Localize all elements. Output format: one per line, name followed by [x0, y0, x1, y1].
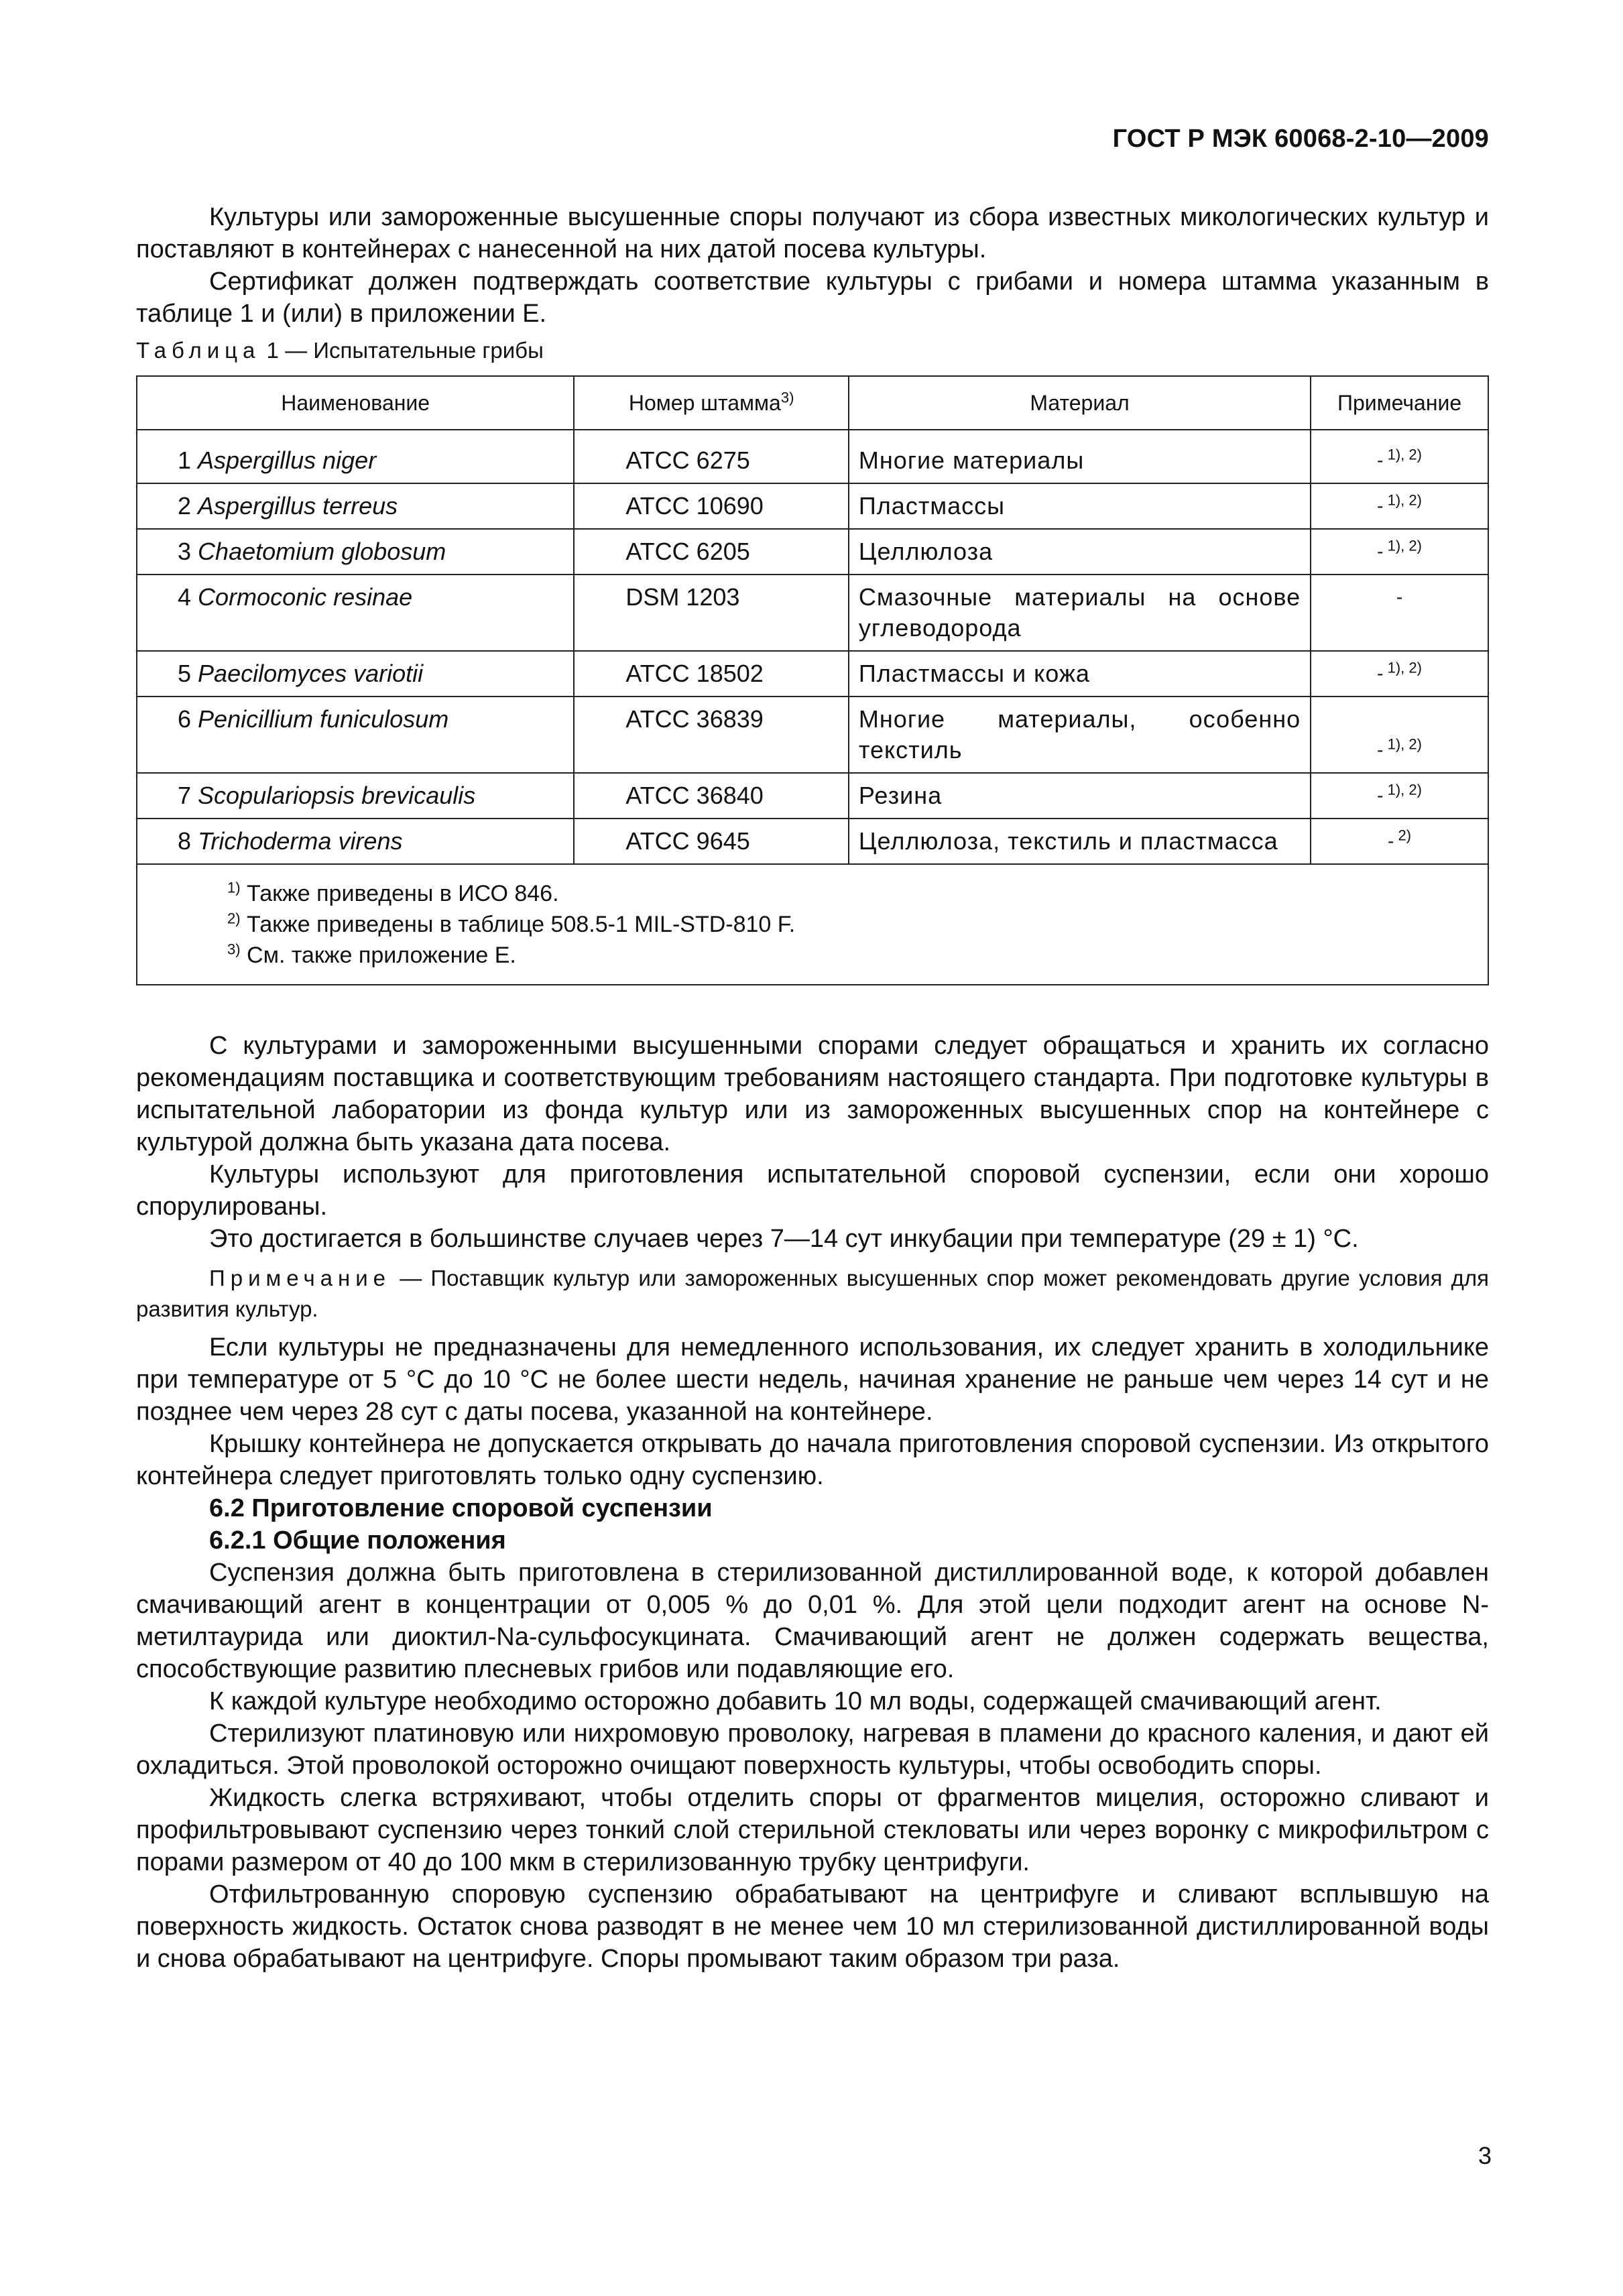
paragraph: С культурами и замороженными высушенными спорами следует обращаться и хранить их согласно рекомендациям поставщика и соответствующим требованиям настоящего стандарта. При подготовке культуры в испытательной лаборатории из фонда культур или из замороженных высушенных спор на контейнере с культурой должна быть указана дата посева.	[136, 1032, 1489, 1156]
fungus-name: 8 Trichoderma virens	[137, 819, 574, 864]
paragraph: Крышку контейнера не допускается открывать до начала приготовления споровой суспензии. Из открытого контейнера следует приготовлять только одну суспензию.	[136, 1430, 1489, 1490]
material: Пластмассы и кожа	[849, 651, 1311, 697]
row-note: - $^{1), 2)}$	[1311, 697, 1488, 773]
table-row	[137, 773, 1488, 819]
material: Смазочные материалы на основе углеводорода	[849, 575, 1311, 651]
fungus-name: 4 Cormoconic resinae	[137, 575, 574, 651]
strain-number: ATCC 18502	[574, 651, 849, 697]
strain-number: ATCC 6205	[574, 529, 849, 575]
strain-number: ATCC 6275	[574, 430, 849, 483]
material: Целлюлоза	[849, 529, 1311, 575]
page-number: 3	[1478, 2142, 1492, 2169]
table-row	[137, 529, 1488, 575]
footnote: $^{1)}$ Также приведены в ИСО 846.	[227, 879, 559, 906]
header-note: Примечание	[1311, 376, 1488, 430]
fungus-name: 5 Paecilomyces variotii	[137, 651, 574, 697]
strain-number: DSM 1203	[574, 575, 849, 651]
paragraph: Сертификат должен подтверждать соответствие культуры с грибами и номера штамма указанным в таблице 1 и (или) в приложении Е.	[136, 267, 1489, 328]
strain-number: ATCC 9645	[574, 819, 849, 864]
paragraph: К каждой культуре необходимо осторожно добавить 10 мл воды, содержащей смачивающий агент.	[209, 1687, 1382, 1715]
footnote: $^{3)}$ См. также приложение Е.	[227, 941, 516, 968]
header-strain: Номер штамма$^{3)}$	[574, 376, 849, 430]
paragraph: Суспензия должна быть приготовлена в стерилизованной дистиллированной воде, к которой добавлен смачивающий агент в концентрации от 0,005 % до 0,01 %. Для этой цели подходит агент на основе N-метилтаурида или диоктил-Na-сульфосукцината. Смачивающий агент не должен содержать вещества, способствующие развитию плесневых грибов или подавляющие его.	[136, 1559, 1489, 1683]
strain-number: ATCC 36840	[574, 773, 849, 819]
table-row	[137, 483, 1488, 529]
paragraph: Если культуры не предназначены для немедленного использования, их следует хранить в холодильнике при температуре от 5 °С до 10 °С не более шести недель, начиная хранение не раньше чем через 14 сут и не позднее чем через 28 сут с даты посева, указанной на контейнере.	[136, 1333, 1489, 1426]
table-row	[137, 430, 1488, 483]
row-note: -	[1311, 575, 1488, 651]
strain-number: ATCC 10690	[574, 483, 849, 529]
table-footnotes	[137, 864, 1488, 985]
paragraph: Жидкость слегка встряхивают, чтобы отделить споры от фрагментов мицелия, осторожно сливают и профильтровывают суспензию через тонкий слой стерильной стекловаты или через воронку с микрофильтром с порами размером от 40 до 100 мкм в стерилизованную трубку центрифуги.	[136, 1784, 1489, 1876]
material: Многие материалы	[849, 430, 1311, 483]
fungi-table	[136, 375, 1489, 985]
section-heading: 6.2 Приготовление споровой суспензии	[209, 1494, 713, 1522]
paragraph: Культуры используют для приготовления испытательной споровой суспензии, если они хорошо спорулированы.	[136, 1160, 1489, 1221]
row-note: - $^{2)}$	[1311, 819, 1488, 864]
table-row	[137, 575, 1488, 651]
paragraph: Это достигается в большинстве случаев через 7—14 сут инкубации при температуре (29 ± 1) °С.	[209, 1225, 1359, 1253]
material: Многие материалы, особенно текстиль	[849, 697, 1311, 773]
table-row	[137, 651, 1488, 697]
row-note: - $^{1), 2)}$	[1311, 430, 1488, 483]
paragraph: Стерилизуют платиновую или нихромовую проволоку, нагревая в пламени до красного каления, и дают ей охладиться. Этой проволокой осторожно очищают поверхность культуры, чтобы освободить споры.	[136, 1719, 1489, 1780]
table-caption: Таблица 1 — Испытательные грибы	[136, 338, 544, 363]
row-note: - $^{1), 2)}$	[1311, 773, 1488, 819]
table-header-row	[137, 376, 1488, 430]
content-column	[136, 201, 1489, 1975]
table-footnotes-row	[137, 864, 1488, 985]
material: Пластмассы	[849, 483, 1311, 529]
footnote: $^{2)}$ Также приведены в таблице 508.5-1 MIL-STD-810 F.	[227, 910, 796, 937]
header-material: Материал	[849, 376, 1311, 430]
fungus-name: 7 Scopulariopsis brevicaulis	[137, 773, 574, 819]
material: Резина	[849, 773, 1311, 819]
paragraph: Культуры или замороженные высушенные споры получают из сбора известных микологических культур и поставляют в контейнерах с нанесенной на них датой посева культуры.	[136, 203, 1489, 263]
subsection-heading: 6.2.1 Общие положения	[209, 1526, 506, 1555]
row-note: - $^{1), 2)}$	[1311, 529, 1488, 575]
fungus-name: 2 Aspergillus terreus	[137, 483, 574, 529]
table-row	[137, 819, 1488, 864]
strain-number: ATCC 36839	[574, 697, 849, 773]
header-name: Наименование	[137, 376, 574, 430]
row-note: - $^{1), 2)}$	[1311, 483, 1488, 529]
standard-header: ГОСТ Р МЭК 60068-2-10—2009	[1112, 125, 1489, 153]
material: Целлюлоза, текстиль и пластмасса	[849, 819, 1311, 864]
paragraph: Отфильтрованную споровую суспензию обрабатывают на центрифуге и сливают всплывшую на поверхность жидкость. Остаток снова разводят в не менее чем 10 мл стерилизованной дистиллированной воды и снова обрабатывают на центрифуге. Споры промывают таким образом три раза.	[136, 1880, 1489, 1973]
fungus-name: 6 Penicillium funiculosum	[137, 697, 574, 773]
table-row	[137, 697, 1488, 773]
note-paragraph: Примечание — Поставщик культур или замороженных высушенных спор может рекомендовать другие условия для развития культур.	[136, 1266, 1489, 1321]
fungus-name: 1 Aspergillus niger	[137, 430, 574, 483]
row-note: - $^{1), 2)}$	[1311, 651, 1488, 697]
fungus-name: 3 Chaetomium globosum	[137, 529, 574, 575]
